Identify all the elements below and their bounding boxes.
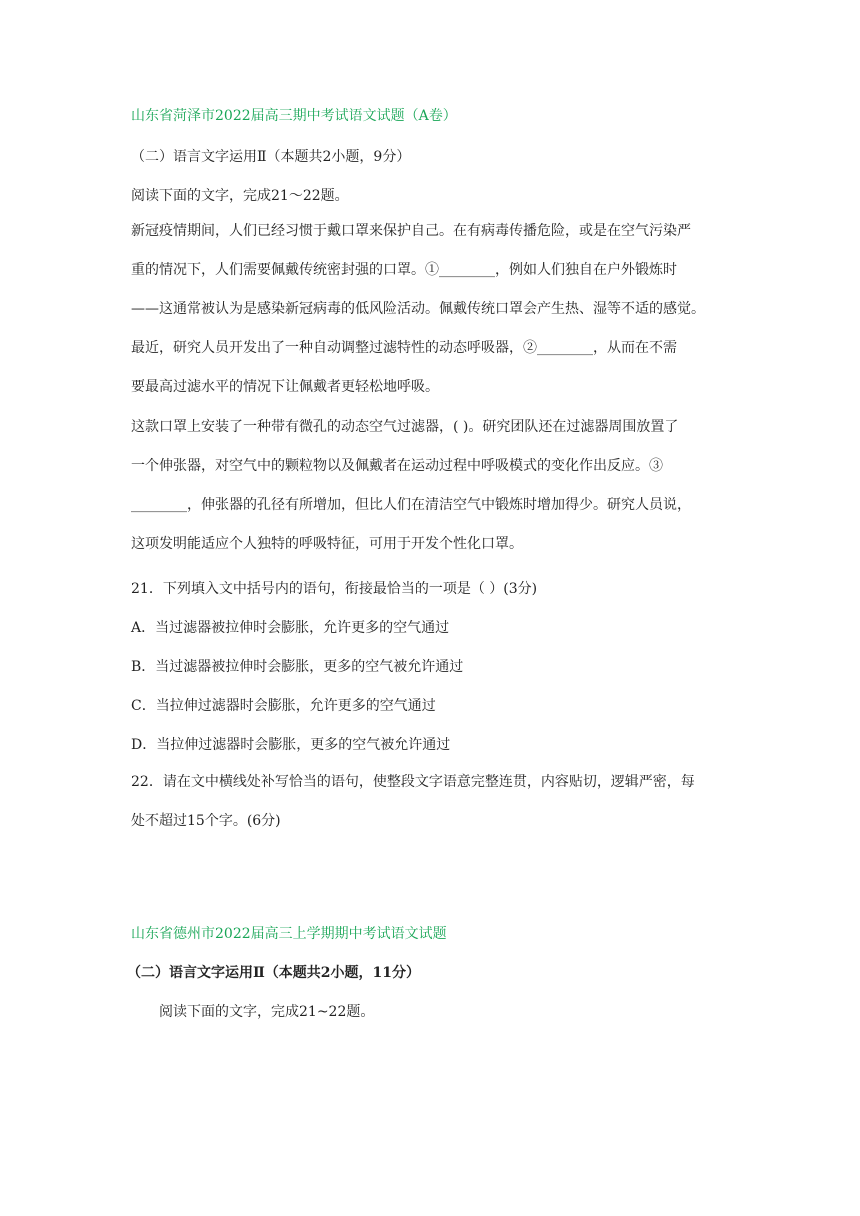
source-title-heze: 山东省菏泽市2022届高三期中考试语文试题（A卷） <box>131 108 457 124</box>
passage-line: 要最高过滤水平的情况下让佩戴者更轻松地呼吸。 <box>131 379 439 395</box>
passage-line: ——这通常被认为是感染新冠病毒的低风险活动。佩戴传统口罩会产生热、湿等不适的感觉。 <box>131 301 705 317</box>
passage-line: 最近，研究人员开发出了一种自动调整过滤特性的动态呼吸器，②________，从而在不需 <box>131 340 677 356</box>
option-c: C．当拉伸过滤器时会膨胀，允许更多的空气通过 <box>131 698 436 714</box>
passage-line: 新冠疫情期间，人们已经习惯于戴口罩来保护自己。在有病毒传播危险，或是在空气污染严 <box>131 223 691 239</box>
section-heading-2: （二）语言文字运用Ⅱ（本题共2小题，11分） <box>127 965 421 981</box>
reading-instruction: 阅读下面的文字，完成21～22题。 <box>131 188 349 204</box>
passage-line: 这项发明能适应个人独特的呼吸特征，可用于开发个性化口罩。 <box>131 536 523 552</box>
source-title-dezhou: 山东省德州市2022届高三上学期期中考试语文试题 <box>131 926 447 942</box>
option-b: B．当过滤器被拉伸时会膨胀，更多的空气被允许通过 <box>131 659 464 675</box>
question-22-line: 处不超过15个字。(6分) <box>131 813 281 829</box>
passage-line: 这款口罩上安装了一种带有微孔的动态空气过滤器，( )。研究团队还在过滤器周围放置了 <box>131 419 679 435</box>
option-a: A．当过滤器被拉伸时会膨胀，允许更多的空气通过 <box>131 620 450 636</box>
question-22 <box>131 763 731 841</box>
reading-instruction-2: 阅读下面的文字，完成21~22题。 <box>159 1004 375 1020</box>
section-heading: （二）语言文字运用Ⅱ（本题共2小题，9分） <box>131 149 411 165</box>
passage-paragraph-2 <box>131 408 731 564</box>
question-22-line: 22．请在文中横线处补写恰当的语句，使整段文字语意完整连贯，内容贴切，逻辑严密，每 <box>131 774 695 790</box>
passage-line: ________，伸张器的孔径有所增加，但比人们在清洁空气中锻炼时增加得少。研究人员说， <box>131 497 691 513</box>
passage-paragraph-1 <box>131 212 731 407</box>
question-21: 21．下列填入文中括号内的语句，衔接最恰当的一项是（ ）(3分) <box>131 581 538 597</box>
passage-line: 一个伸张器，对空气中的颗粒物以及佩戴者在运动过程中呼吸模式的变化作出反应。③ <box>131 458 663 474</box>
passage-line: 重的情况下，人们需要佩戴传统密封强的口罩。①________，例如人们独自在户外锻炼时 <box>131 262 677 278</box>
option-d: D．当拉伸过滤器时会膨胀，更多的空气被允许通过 <box>131 737 451 753</box>
